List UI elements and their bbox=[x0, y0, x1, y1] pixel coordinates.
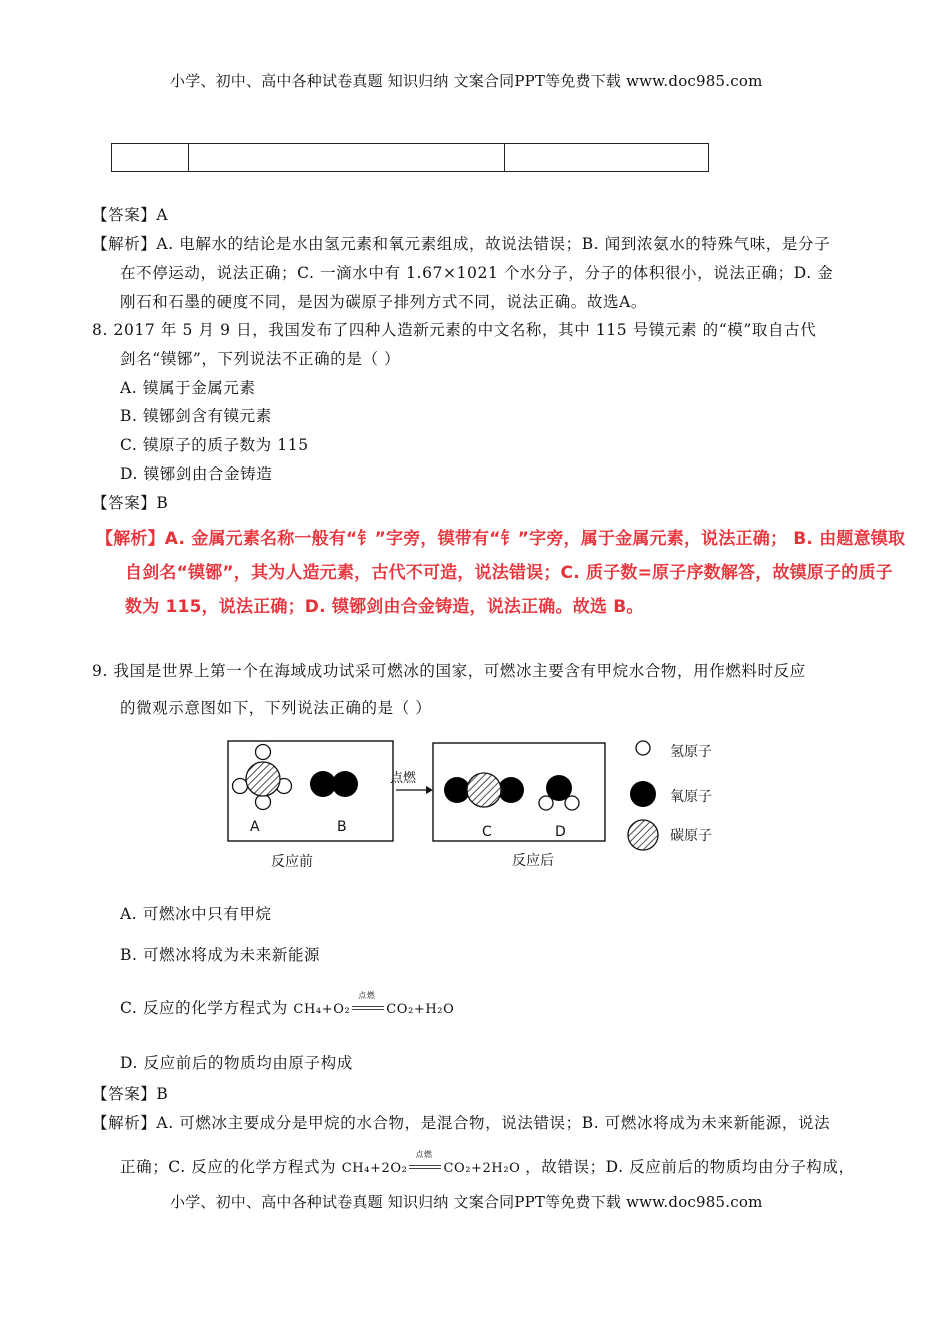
q8-answer: 【答案】B bbox=[92, 494, 169, 512]
ignite-label: 点燃 bbox=[390, 771, 417, 786]
equation-condition: 点燃 bbox=[415, 1150, 433, 1159]
equation-lhs: CH₄+2O₂ bbox=[341, 1161, 408, 1176]
legend-hydrogen-label: 氢原子 bbox=[670, 744, 712, 760]
legend-carbon-icon bbox=[628, 820, 658, 850]
table-fragment bbox=[111, 143, 709, 172]
legend-oxygen-icon bbox=[630, 781, 656, 807]
q8-option-c: C. 镆原子的质子数为 115 bbox=[120, 436, 309, 454]
equation-condition: 点燃 bbox=[358, 991, 376, 1000]
equals-sign-icon bbox=[352, 991, 384, 1014]
oxygen-atom bbox=[498, 777, 524, 803]
oxygen-atom bbox=[332, 771, 358, 797]
hydrogen-atom bbox=[539, 796, 553, 810]
q9-option-c-text: C. 反应的化学方程式为 bbox=[120, 999, 288, 1017]
arrow-head bbox=[426, 786, 433, 794]
legend-carbon-label: 碳原子 bbox=[670, 828, 712, 844]
equation-rhs: CO₂+H₂O bbox=[386, 1002, 455, 1017]
q8-option-a: A. 镆属于金属元素 bbox=[120, 379, 256, 397]
equation-rhs: CO₂+2H₂O bbox=[443, 1161, 521, 1176]
q9-analysis-text: ，故错误；D. 反应前后的物质均由分子构成， bbox=[525, 1158, 855, 1176]
q8-analysis-line: 【解析】A. 金属元素名称一般有“钅”字旁，镆带有“钅”字旁，属于金属元素，说法正确； B. 由题意镆取 bbox=[96, 529, 906, 549]
q9-stem: 9. 我国是世界上第一个在海域成功试采可燃冰的国家，可燃冰主要含有甲烷水合物，用作燃料时反应 bbox=[92, 662, 806, 680]
oxygen-atom bbox=[444, 777, 470, 803]
legend-hydrogen-icon bbox=[636, 741, 650, 755]
equals-sign-icon bbox=[409, 1150, 441, 1173]
hydrogen-atom bbox=[565, 796, 579, 810]
after-label: 反应后 bbox=[512, 853, 554, 869]
equation-lhs: CH₄+O₂ bbox=[293, 1002, 351, 1017]
q9-analysis-line: 【解析】A. 可燃冰主要成分是甲烷的水合物，是混合物，说法错误；B. 可燃冰将成为未来新能源，说法 bbox=[92, 1114, 831, 1132]
carbon-atom bbox=[246, 762, 280, 796]
q7-analysis-line: 在不停运动，说法正确；C. 一滴水中有 1.67×1021 个水分子，分子的体积很小，说法正确；D. 金 bbox=[120, 264, 834, 282]
q9-analysis-text: 正确；C. 反应的化学方程式为 bbox=[120, 1158, 337, 1176]
hydrogen-atom bbox=[256, 795, 271, 810]
equation bbox=[293, 991, 455, 1017]
q8-analysis-line: 自剑名“镆铘”，其为人造元素，古代不可造，说法错误；C. 质子数=原子序数解答，故镆原子的质子 bbox=[125, 563, 893, 583]
q8-stem: 剑名“镆铘”，下列说法不正确的是（ ） bbox=[120, 350, 401, 368]
q9-answer: 【答案】B bbox=[92, 1085, 169, 1103]
q7-analysis-line: 刚石和石墨的硬度不同，是因为碳原子排列方式不同，说法正确。故选A。 bbox=[120, 293, 647, 311]
q9-option-c bbox=[120, 991, 455, 1018]
q8-stem: 8. 2017 年 5 月 9 日，我国发布了四种人造新元素的中文名称，其中 115 号镆元素 的“模”取自古代 bbox=[92, 321, 817, 339]
equation bbox=[341, 1150, 525, 1176]
legend-oxygen-label: 氧原子 bbox=[670, 789, 712, 805]
molecule-label-d: D bbox=[555, 824, 566, 840]
page-footer: 小学、初中、高中各种试卷真题 知识归纳 文案合同PPT等免费下载 www.doc985.com bbox=[170, 1193, 763, 1211]
page-header: 小学、初中、高中各种试卷真题 知识归纳 文案合同PPT等免费下载 www.doc985.com bbox=[170, 72, 763, 90]
q8-analysis-line: 数为 115，说法正确；D. 镆铘剑由合金铸造，说法正确。故选 B。 bbox=[125, 597, 644, 617]
q9-option-d: D. 反应前后的物质均由原子构成 bbox=[120, 1054, 353, 1072]
q9-option-a: A. 可燃冰中只有甲烷 bbox=[120, 905, 272, 923]
hydrogen-atom bbox=[256, 745, 271, 760]
molecule-label-a: A bbox=[250, 819, 260, 835]
q8-option-b: B. 镆铘剑含有镆元素 bbox=[120, 407, 272, 425]
q7-analysis-line: 【解析】A. 电解水的结论是水由氢元素和氧元素组成，故说法错误；B. 闻到浓氨水的特殊气味，是分子 bbox=[92, 235, 831, 253]
table-cell bbox=[112, 144, 189, 172]
table-cell bbox=[505, 144, 709, 172]
before-label: 反应前 bbox=[271, 854, 313, 870]
q7-answer: 【答案】A bbox=[92, 206, 169, 224]
q9-stem: 的微观示意图如下，下列说法正确的是（ ） bbox=[120, 699, 432, 717]
q9-option-b: B. 可燃冰将成为未来新能源 bbox=[120, 946, 321, 964]
q9-analysis-line bbox=[120, 1150, 855, 1177]
molecule-label-c: C bbox=[482, 824, 492, 840]
molecule-label-b: B bbox=[337, 819, 347, 835]
hydrogen-atom bbox=[233, 779, 248, 794]
carbon-atom bbox=[467, 773, 501, 807]
table-cell bbox=[189, 144, 505, 172]
q8-option-d: D. 镆铘剑由合金铸造 bbox=[120, 465, 273, 483]
